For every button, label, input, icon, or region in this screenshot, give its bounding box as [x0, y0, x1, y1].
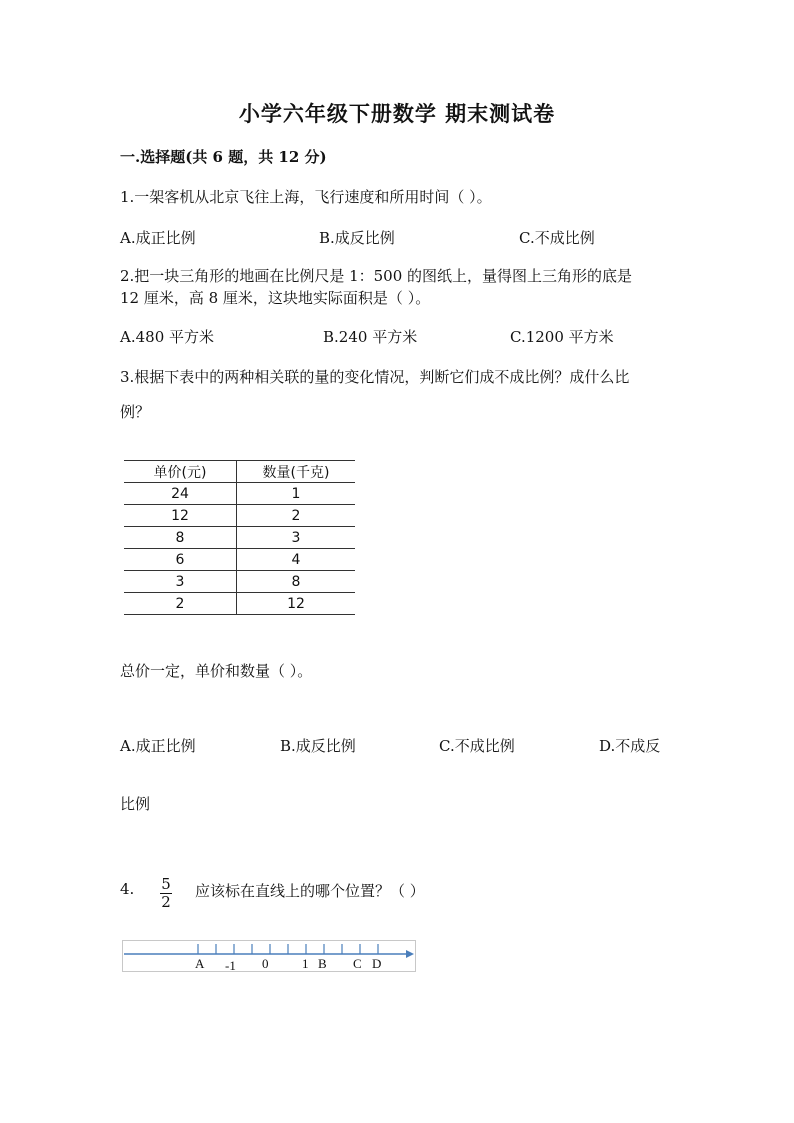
table-cell: 12 [237, 593, 356, 615]
table-row [124, 571, 355, 593]
q2-option-a[interactable]: A.480 平方米 [120, 328, 214, 346]
number-line-label-minus-1: -1 [225, 958, 236, 973]
number-line-label-d: D [372, 956, 382, 971]
number-line-arrow-icon [406, 950, 414, 958]
number-line-label-c: C [353, 956, 362, 971]
q3-option-a[interactable]: A.成正比例 [120, 737, 196, 755]
table-cell: 8 [237, 571, 356, 593]
question-4-number: 4. [120, 880, 135, 898]
table-row [124, 505, 355, 527]
fraction-five-halves [158, 876, 174, 911]
table-cell: 8 [124, 527, 237, 549]
question-2-line-1: 2.把一块三角形的地画在比例尺是 1：500 的图纸上，量得图上三角形的底是 [120, 267, 633, 285]
number-line-label-b: B [318, 956, 327, 971]
q3-option-b[interactable]: B.成反比例 [280, 737, 356, 755]
q3-option-c[interactable]: C.不成比例 [439, 737, 515, 755]
q1-option-c[interactable]: C.不成比例 [519, 229, 595, 247]
q1-option-a[interactable]: A.成正比例 [120, 229, 196, 247]
table-cell: 2 [124, 593, 237, 615]
question-3-line-2: 例？ [120, 403, 151, 421]
table-row [124, 549, 355, 571]
q2-option-c[interactable]: C.1200 平方米 [510, 328, 614, 346]
question-3-line-1: 3.根据下表中的两种相关联的量的变化情况，判断它们成不成比例？成什么比 [120, 368, 630, 386]
page-title: 小学六年级下册数学 期末测试卷 [238, 101, 556, 126]
number-line-label-a: A [195, 956, 205, 971]
table-cell: 3 [124, 571, 237, 593]
section-heading: 一.选择题(共 6 题，共 12 分) [120, 148, 327, 166]
table-row [124, 483, 355, 505]
question-2-line-2: 12 厘米，高 8 厘米，这块地实际面积是（ ）。 [120, 289, 431, 307]
number-line-label-0: 0 [262, 956, 269, 971]
table-header-cell: 数量(千克) [237, 461, 356, 483]
table-row [124, 593, 355, 615]
q3-option-d[interactable]: D.不成反 [599, 737, 661, 755]
table-header-cell: 单价(元) [124, 461, 237, 483]
table-cell: 12 [124, 505, 237, 527]
table-cell: 2 [237, 505, 356, 527]
fraction-denominator: 2 [161, 893, 171, 911]
fraction-numerator: 5 [161, 875, 171, 893]
q1-option-b[interactable]: B.成反比例 [319, 229, 395, 247]
table-cell: 4 [237, 549, 356, 571]
question-1-text: 1.一架客机从北京飞往上海，飞行速度和所用时间（ ）。 [120, 188, 492, 206]
question-3-prompt: 总价一定，单价和数量（ ）。 [120, 662, 313, 680]
table-cell: 24 [124, 483, 237, 505]
question-4-text: 应该标在直线上的哪个位置？（ ） [195, 882, 425, 900]
q3-option-d-wrap: 比例 [120, 795, 151, 813]
number-line-label-1: 1 [302, 956, 309, 971]
table-cell: 3 [237, 527, 356, 549]
price-quantity-table [124, 460, 355, 615]
table-cell: 6 [124, 549, 237, 571]
table-row [124, 527, 355, 549]
q2-option-b[interactable]: B.240 平方米 [323, 328, 418, 346]
table-cell: 1 [237, 483, 356, 505]
table-header-row [124, 461, 355, 483]
number-line-ticks [198, 944, 378, 954]
